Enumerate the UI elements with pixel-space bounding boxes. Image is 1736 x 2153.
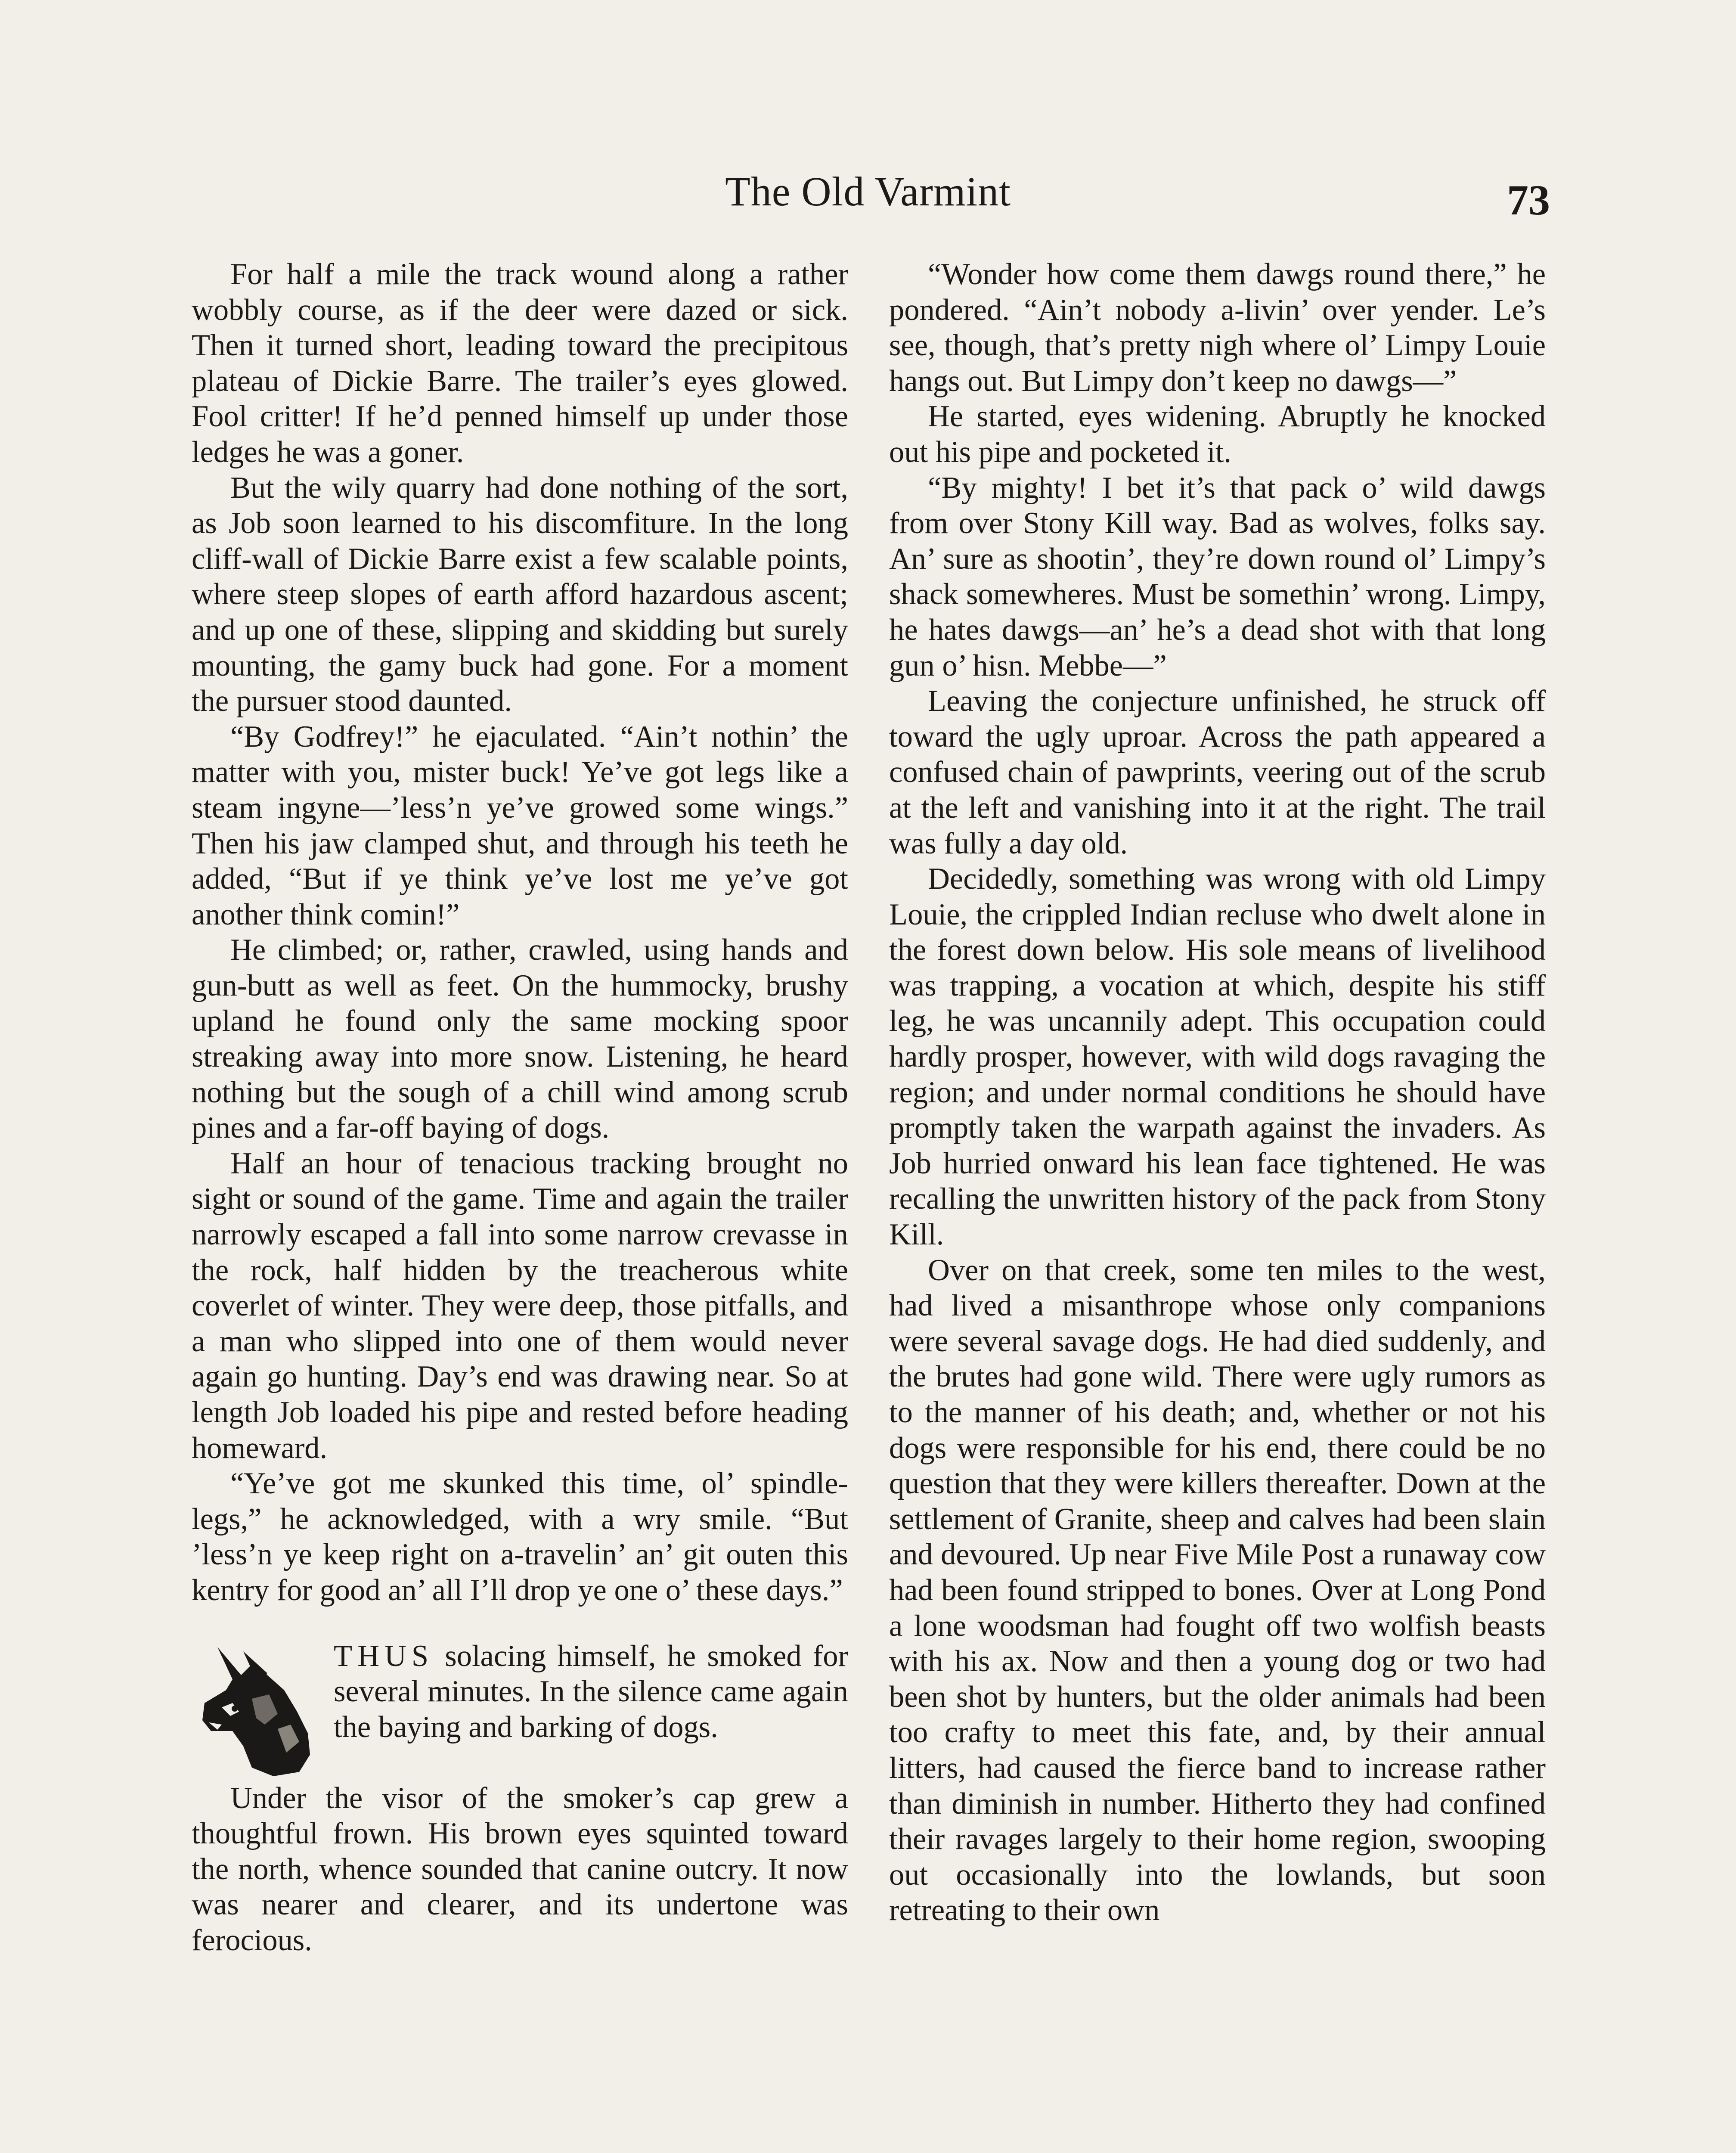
paragraph: He climbed; or, rather, crawled, using hands and gun-butt as well as feet. On the hummocky, brushy upland he found only the same mocking spoor streaking away into more snow. Listening, he heard nothing but the sough of a chill wind among scrub pines and a far-off baying of dogs. — [192, 933, 848, 1145]
paragraph: Leaving the conjecture unfinished, he struck off toward the ugly uproar. Across the path appeared a confused chain of pawprints, veering out of the scrub at the left and vanishing into it at the right. The trail was fully a day old. — [889, 684, 1546, 860]
paragraph: “By Godfrey!” he ejaculated. “Ain’t nothin’ the matter with you, mister buck! Ye’ve got legs like a steam ingyne—’less’n ye’ve growed some wings.” Then his jaw clamped shut, and through his teeth he added, “But if ye think ye’ve lost me ye’ve got another think comin!” — [192, 720, 848, 931]
paragraph: But the wily quarry had done nothing of the sort, as Job soon learned to his discomfiture. In the long cliff-wall of Dickie Barre exist a few scalable points, where steep slopes of earth afford hazardous ascent; and up one of these, slipping and skidding but surely mounting, the gamy buck had gone. For a moment the pursuer stood daunted. — [192, 471, 848, 718]
paragraph: Decidedly, something was wrong with old Limpy Louie, the crippled Indian recluse who dwelt alone in the forest down below. His sole means of livelihood was trapping, a vocation at which, despite his stiff leg, he was uncannily adept. This occupation could hardly prosper, however, with wild dogs ravaging the region; and under normal conditions he should have promptly taken the warpath against the invaders. As Job hurried onward his lean face tightened. He was recalling the unwritten history of the pack from Stony Kill. — [889, 862, 1546, 1252]
dog-head-vignette-icon — [192, 1638, 321, 1781]
running-title: The Old Varmint — [725, 168, 1011, 214]
section-opening — [192, 1638, 848, 1781]
paragraph: For half a mile the track wound along a rather wobbly course, as if the deer were dazed or sick. Then it turned short, leading toward the precipitous plateau of Dickie Barre. The trailer’s eyes glowed. Fool critter! If he’d penned himself up under those ledges he was a goner. — [192, 257, 848, 469]
paragraph: Half an hour of tenacious tracking brought no sight or sound of the game. Time and again the trailer narrowly escaped a fall into some narrow crevasse in the rock, half hidden by the treacherous white coverlet of winter. They were deep, those pitfalls, and a man who slipped into one of them would never again go hunting. Day’s end was drawing near. So at length Job loaded his pipe and rested before heading homeward. — [192, 1146, 848, 1465]
paragraph: He started, eyes widening. Abruptly he knocked out his pipe and pocketed it. — [889, 400, 1546, 469]
section-opening-text: solacing himself, he smoked for several minutes. In the silence came again the baying and barking of dogs. — [334, 1639, 848, 1744]
page-header — [0, 164, 1736, 224]
page-number: 73 — [1507, 176, 1550, 224]
right-column — [889, 257, 1546, 2153]
section-opening-word: THUS — [334, 1639, 434, 1673]
paragraph: “Wonder how come them dawgs round there,” he pondered. “Ain’t nobody a-livin’ over yender. Le’s see, though, that’s pretty nigh where ol’ Limpy Louie hangs out. But Limpy don’t keep no dawgs—” — [889, 257, 1546, 398]
paragraph: “By mighty! I bet it’s that pack o’ wild dawgs from over Stony Kill way. Bad as wolves, folks say. An’ sure as shootin’, they’re down round ol’ Limpy’s shack somewheres. Must be somethin’ wrong. Limpy, he hates dawgs—an’ he’s a dead shot with that long gun o’ hisn. Mebbe—” — [889, 471, 1546, 683]
paragraph: Over on that creek, some ten miles to the west, had lived a misanthrope whose only companions were several savage dogs. He had died suddenly, and the brutes had gone wild. There were ugly rumors as to the manner of his death; and, whether or not his dogs were responsible for his end, there could be no question that they were killers thereafter. Down at the settlement of Granite, sheep and calves had been slain and devoured. Up near Five Mile Post a runaway cow had been found stripped to bones. Over at Long Pond a lone woodsman had fought off two wolfish beasts with his ax. Now and then a young dog or two had been shot by hunters, but the older animals had been too crafty to meet this fate, and, by their annual litters, had caused the fierce band to increase rather than diminish in number. Hitherto they had confined their ravages largely to their home region, swooping out occasionally into the lowlands, but soon retreating to their own — [889, 1253, 1546, 1927]
paragraph: “Ye’ve got me skunked this time, ol’ spindle-legs,” he acknowledged, with a wry smile. “But ’less’n ye keep right on a-travelin’ an’ git outen this kentry for good an’ all I’ll drop ye one o’ these days.” — [192, 1467, 848, 1607]
paragraph: Under the visor of the smoker’s cap grew a thoughtful frown. His brown eyes squinted toward the north, whence sounded that canine outcry. It now was nearer and clearer, and its undertone was ferocious. — [192, 1781, 848, 1957]
left-column — [192, 257, 848, 2153]
